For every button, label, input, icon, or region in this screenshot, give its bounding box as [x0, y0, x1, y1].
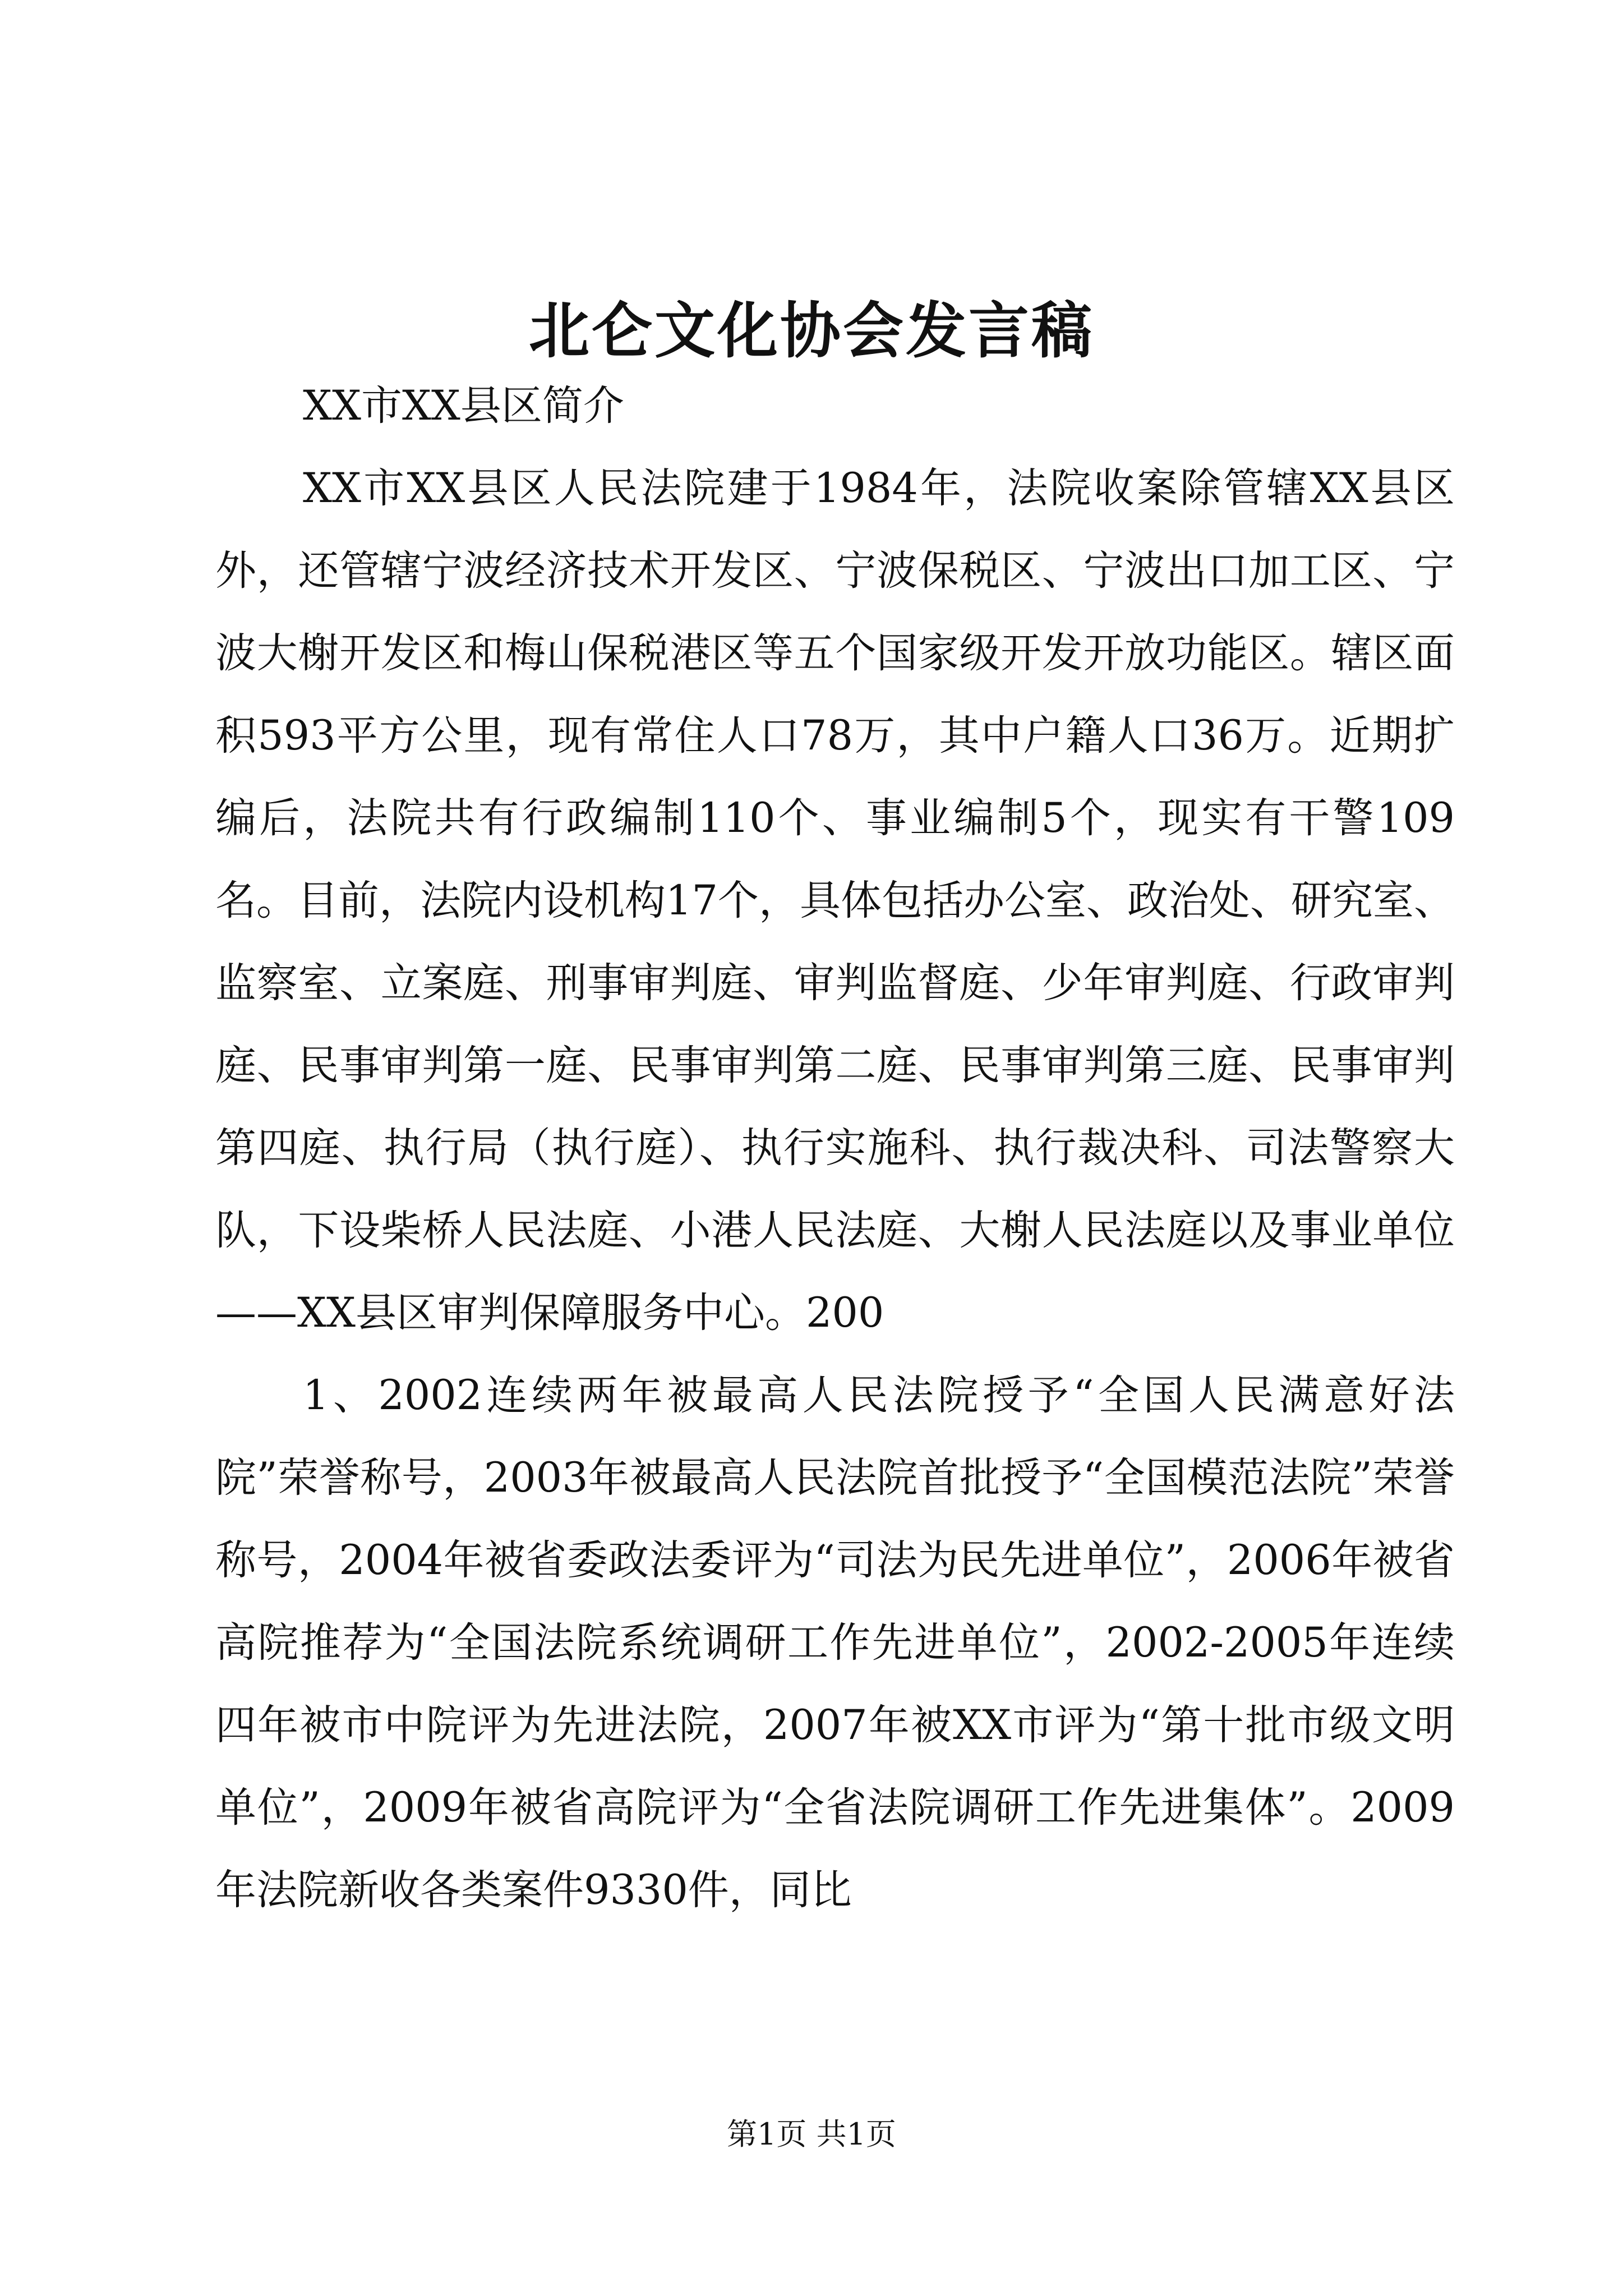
- paragraph-intro-heading: XX市XX县区简介: [303, 382, 624, 430]
- paragraph-court-overview: XX市XX县区人民法院建于1984年，法院收案除管辖XX县区外，还管辖宁波经济技术开发区、宁波保税区、宁波出口加工区、宁波大榭开发区和梅山保税港区等五个国家级开发开放功能区。辖区面积593平方公里，现有常住人口78万，其中户籍人口36万。近期扩编后，法院共有行政编制110个、事业编制5个，现实有干警109名。目前，法院内设机构17个，具体包括办公室、政治处、研究室、监察室、立案庭、刑事审判庭、审判监督庭、少年审判庭、行政审判庭、民事审判第一庭、民事审判第二庭、民事审判第三庭、民事审判第四庭、执行局（执行庭）、执行实施科、执行裁决科、司法警察大队，下设柴桥人民法庭、小港人民法庭、大榭人民法庭以及事业单位——XX县区审判保障服务中心。200: [215, 464, 1455, 1337]
- paragraph-honors: 1、2002连续两年被最高人民法院授予“全国人民满意好法院”荣誉称号，2003年被最高人民法院首批授予“全国模范法院”荣誉称号，2004年被省委政法委评为“司法为民先进单位”，2006年被省高院推荐为“全国法院系统调研工作先进单位”，2002-2005年连续四年被市中院评为先进法院，2007年被XX市评为“第十批市级文明单位”，2009年被省高院评为“全省法院调研工作先进集体”。2009年法院新收各类案件9330件，同比: [215, 1372, 1455, 1914]
- document-title: 北仑文化协会发言稿: [528, 296, 1094, 366]
- document-body: [215, 365, 1455, 1931]
- page-number-footer: 第1页 共1页: [727, 2116, 896, 2152]
